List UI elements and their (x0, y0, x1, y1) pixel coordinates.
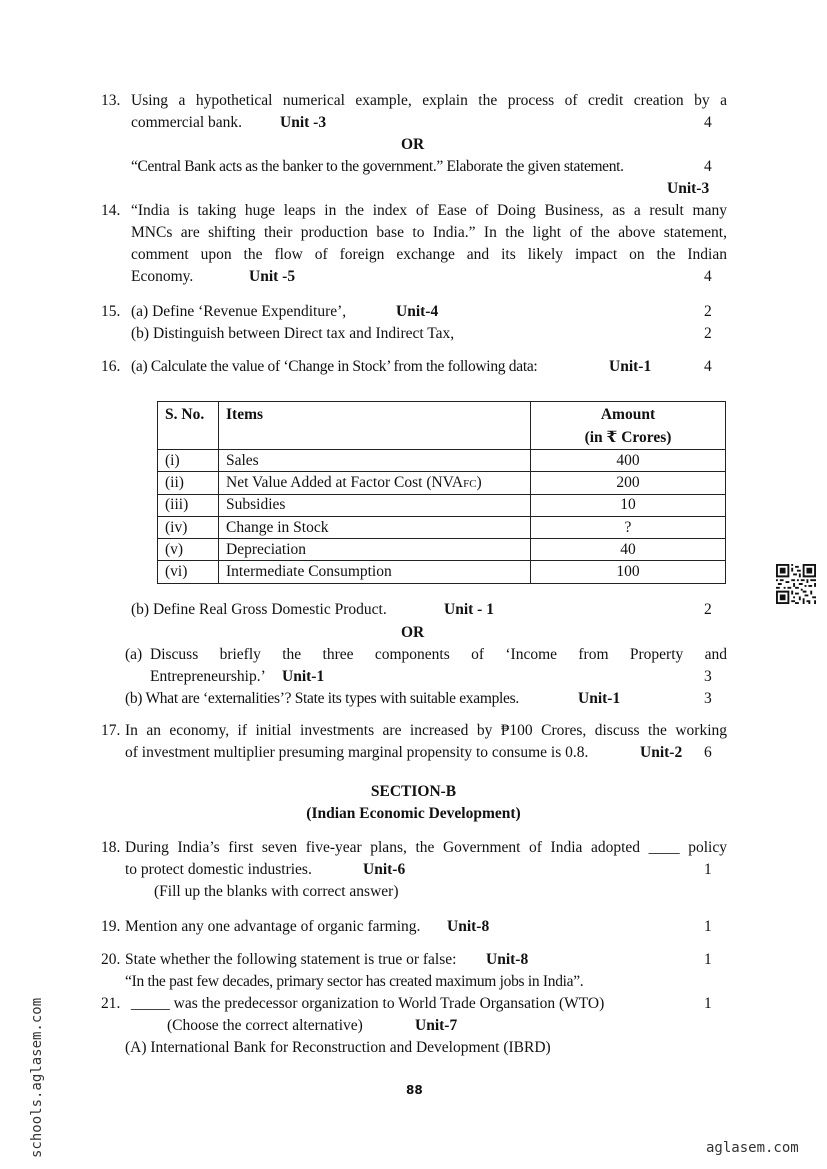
q16-b-marks: 2 (704, 601, 712, 618)
row-amount: 200 (531, 472, 726, 494)
q16-or: OR (401, 624, 425, 641)
row-item: Subsidies (219, 494, 531, 516)
q14-unit: Unit -5 (249, 268, 296, 285)
row-sno: (v) (158, 539, 219, 561)
q17-unit: Unit-2 (640, 744, 683, 761)
q16-number: 16. (101, 358, 121, 375)
table-row (158, 494, 726, 516)
q19-unit: Unit-8 (447, 918, 490, 935)
table-row (158, 561, 726, 583)
q19-text: Mention any one advantage of organic farming. (125, 918, 421, 935)
q13-marks: 4 (704, 114, 712, 131)
q17-line2: of investment multiplier presuming marginal propensity to consume is 0.8. (125, 744, 589, 761)
change-in-stock-table (157, 401, 726, 584)
q19-number: 19. (101, 918, 121, 935)
footer-watermark: aglasem.com (706, 1140, 799, 1156)
q15-a-marks: 2 (704, 303, 712, 320)
q16-alt-b-marks: 3 (704, 690, 712, 707)
q16-alt-a-line1: Discuss briefly the three components of ‘Income from Property and (150, 646, 727, 663)
q18-line1: During India’s first seven five-year plans, the Government of India adopted ____ policy (125, 839, 727, 856)
q18-number: 18. (101, 839, 121, 856)
q21-marks: 1 (704, 995, 712, 1012)
row-amount: 100 (531, 561, 726, 583)
table-row (158, 472, 726, 494)
row-item-tail: ) (476, 473, 482, 491)
row-item-text: Net Value Added at Factor Cost (NVA (226, 473, 464, 491)
row-sno: (iv) (158, 516, 219, 538)
row-item-subscript: FC (463, 477, 477, 490)
q21-text: _____ was the predecessor organization to World Trade Organsation (WTO) (131, 995, 605, 1012)
header-amount-unit: (in ₹ Crores) (584, 429, 672, 446)
section-b-title: SECTION-B (370, 783, 457, 800)
table-row (158, 516, 726, 538)
row-amount: ? (531, 516, 726, 538)
header-items: Items (219, 402, 531, 450)
q17-marks: 6 (704, 744, 712, 761)
row-item: Intermediate Consumption (219, 561, 531, 583)
row-sno: (iii) (158, 494, 219, 516)
q16-a-marks: 4 (704, 358, 712, 375)
q16-alt-a-line2: Entrepreneurship.’ (150, 668, 266, 685)
q16-alt-a-marks: 3 (704, 668, 712, 685)
row-sno: (i) (158, 450, 219, 472)
table-header-row (158, 402, 726, 450)
q17-number: 17. (101, 722, 121, 739)
header-sno: S. No. (158, 402, 219, 450)
table-row (158, 539, 726, 561)
q13-line2: commercial bank. (131, 114, 243, 131)
row-amount: 10 (531, 494, 726, 516)
row-item (219, 472, 531, 494)
q13-alt-unit: Unit-3 (667, 180, 710, 197)
q14-line2: MNCs are shifting their production base to India.” In the light of the above statement, (131, 224, 727, 241)
q20-text: State whether the following statement is true or false: (125, 951, 457, 968)
section-b-subtitle: (Indian Economic Development) (306, 805, 521, 822)
row-item: Sales (219, 450, 531, 472)
q17-line1: In an economy, if initial investments are increased by ₱100 Crores, discuss the working (125, 722, 727, 739)
row-sno: (ii) (158, 472, 219, 494)
q15-b-text: (b) Distinguish between Direct tax and Indirect Tax, (131, 325, 455, 342)
qr-code-icon (776, 564, 816, 604)
q21-unit: Unit-7 (415, 1017, 458, 1034)
q16-a-text: (a) Calculate the value of ‘Change in Stock’ from the following data: (131, 358, 538, 375)
q15-a-unit: Unit-4 (396, 303, 439, 320)
page-number: 88 (406, 1083, 423, 1097)
q13-alt-marks: 4 (704, 158, 712, 175)
q20-statement: “In the past few decades, primary sector has created maximum jobs in India”. (125, 973, 584, 990)
row-amount: 400 (531, 450, 726, 472)
q16-a-unit: Unit-1 (609, 358, 652, 375)
q18-marks: 1 (704, 861, 712, 878)
row-amount: 40 (531, 539, 726, 561)
row-item: Depreciation (219, 539, 531, 561)
q20-marks: 1 (704, 951, 712, 968)
q13-or: OR (401, 136, 425, 153)
q16-alt-a-unit: Unit-1 (282, 668, 325, 685)
q15-b-marks: 2 (704, 325, 712, 342)
q16-b-unit: Unit - 1 (444, 601, 494, 618)
q13-number: 13. (101, 92, 121, 109)
q14-line4: Economy. (131, 268, 194, 285)
header-amount-label: Amount (600, 406, 656, 423)
q14-marks: 4 (704, 268, 712, 285)
q18-line2: to protect domestic industries. (125, 861, 312, 878)
header-amount (531, 402, 726, 450)
q14-line3: comment upon the flow of foreign exchange and its likely impact on the Indian (131, 246, 727, 263)
q21-number: 21. (101, 995, 121, 1012)
q20-number: 20. (101, 951, 121, 968)
q15-a-text: (a) Define ‘Revenue Expenditure’, (131, 303, 347, 320)
q19-marks: 1 (704, 918, 712, 935)
q14-number: 14. (101, 202, 121, 219)
q18-note: (Fill up the blanks with correct answer) (154, 883, 399, 900)
row-item: Change in Stock (219, 516, 531, 538)
q21-option-a: (A) International Bank for Reconstruction and Development (IBRD) (125, 1039, 551, 1056)
q18-unit: Unit-6 (363, 861, 406, 878)
q16-alt-b-text: (b) What are ‘externalities’? State its types with suitable examples. (125, 690, 519, 707)
q21-note: (Choose the correct alternative) (167, 1017, 363, 1034)
table-row (158, 450, 726, 472)
q16-alt-b-unit: Unit-1 (578, 690, 621, 707)
q15-number: 15. (101, 303, 121, 320)
q13-alt-text: “Central Bank acts as the banker to the government.” Elaborate the given statement. (131, 158, 624, 175)
q16-b-text: (b) Define Real Gross Domestic Product. (131, 601, 387, 618)
row-sno: (vi) (158, 561, 219, 583)
q13-unit: Unit -3 (280, 114, 327, 131)
q14-line1: “India is taking huge leaps in the index of Ease of Doing Business, as a result many (131, 202, 727, 219)
q16-alt-a-label: (a) (125, 646, 143, 663)
q20-unit: Unit-8 (486, 951, 529, 968)
side-watermark: schools.aglasem.com (29, 997, 45, 1158)
q13-line1: Using a hypothetical numerical example, explain the process of credit creation by a (131, 92, 727, 109)
